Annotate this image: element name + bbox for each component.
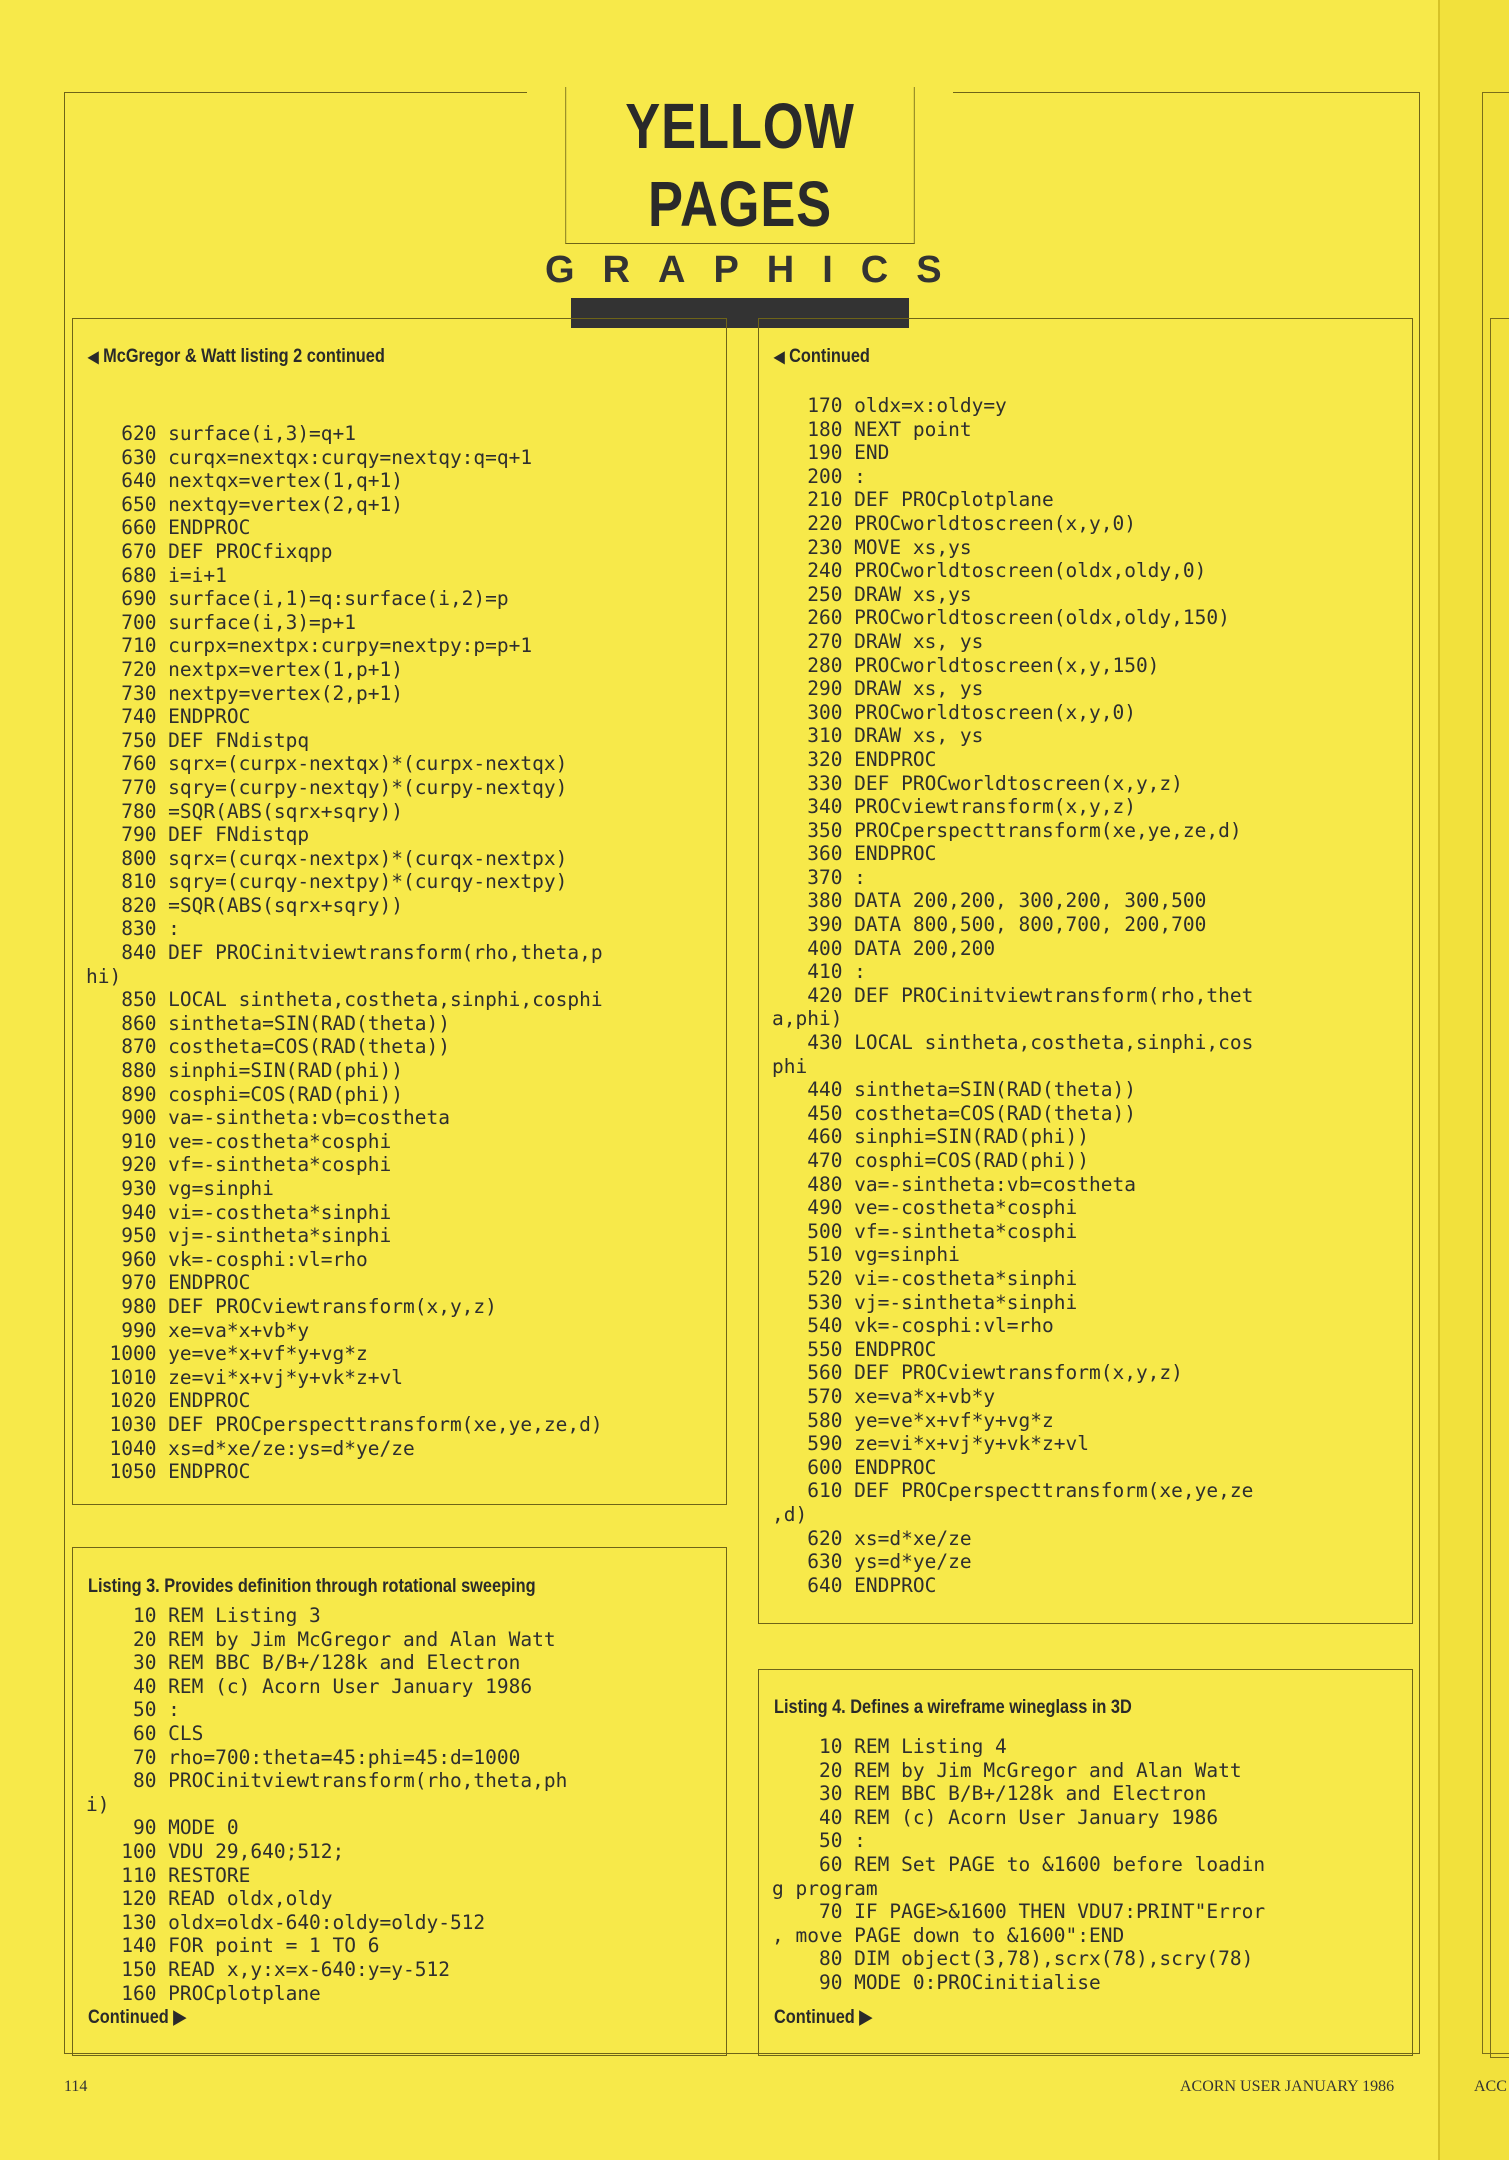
facing-page-box [1490, 318, 1509, 2058]
forward-arrow-icon: ▶ [173, 2007, 186, 2028]
listing-4-continued [774, 2006, 872, 2029]
listing-3-continued [88, 2006, 186, 2029]
masthead [527, 90, 970, 328]
page-number: 114 [64, 2078, 88, 2095]
listing-3-continued-text: Continued [88, 2007, 169, 2028]
running-title: ACORN USER JANUARY 1986 [1180, 2078, 1395, 2095]
listing-3-caption: Listing 3. Provides definition through rotational sweeping [88, 1576, 536, 1597]
listing-3-code: 10 REM Listing 3 20 REM by Jim McGregor and Alan Watt 30 REM BBC B/B+/128k and Electron 40 REM (c) Acorn User January 1986 50 : 60 CLS 70 rho=700:theta=45:phi=45:d=1000 80 PROCinitviewtransform(rho,theta,ph i) 90 MODE 0 100 VDU 29,640;512; 110 RESTORE 120 READ oldx,oldy 130 oldx=oldx-640:oldy=oldy-512 140 FOR point = 1 TO 6 150 READ x,y:x=x-640:y=y-512 160 PROCplotplane [86, 1604, 568, 2005]
listing-2-caption-text: McGregor & Watt listing 2 continued [103, 346, 385, 367]
listing-3-continued-caption [774, 346, 870, 368]
facing-page-edge [1438, 0, 1509, 2160]
back-arrow-icon: ◀ [88, 349, 99, 366]
listing-4-code: 10 REM Listing 4 20 REM by Jim McGregor and Alan Watt 30 REM BBC B/B+/128k and Electron 40 REM (c) Acorn User January 1986 50 : 60 REM Set PAGE to &1600 before loadin g program 70 IF PAGE>&1600 THEN VDU7:PRINT"Error , move PAGE down to &1600":END 80 DIM object(3,78),scrx(78),scry(78) 90 MODE 0:PROCinitialise [772, 1735, 1266, 1994]
masthead-title: YELLOW PAGES [565, 87, 914, 244]
masthead-subtitle: GRAPHICS [545, 249, 970, 291]
back-arrow-icon: ◀ [774, 349, 785, 366]
listing-3-continued-code: 170 oldx=x:oldy=y 180 NEXT point 190 END 200 : 210 DEF PROCplotplane 220 PROCworldtoscreen(x,y,0) 230 MOVE xs,ys 240 PROCworldtoscreen(oldx,oldy,0) 250 DRAW xs,ys 260 PROCworldtoscreen(oldx,oldy,150) 270 DRAW xs, ys 280 PROCworldtoscreen(x,y,150) 290 DRAW xs, ys 300 PROCworldtoscreen(x,y,0) 310 DRAW xs, ys 320 ENDPROC 330 DEF PROCworldtoscreen(x,y,z) 340 PROCviewtransform(x,y,z) 350 PROCperspecttransform(xe,ye,ze,d) 360 ENDPROC 370 : 380 DATA 200,200, 300,200, 300,500 390 DATA 800,500, 800,700, 200,700 400 DATA 200,200 410 : 420 DEF PROCinitviewtransform(rho,thet a,phi) 430 LOCAL sintheta,costheta,sinphi,cos phi 440 sintheta=SIN(RAD(theta)) 450 costheta=COS(RAD(theta)) 460 sinphi=SIN(RAD(phi)) 470 cosphi=COS(RAD(phi)) 480 va=-sintheta:vb=costheta 490 ve=-costheta*cosphi 500 vf=-sintheta*cosphi 510 vg=sinphi 520 vi=-costheta*sinphi 530 vj=-sintheta*sinphi 540 vk=-cosphi:vl=rho 550 ENDPROC 560 DEF PROCviewtransform(x,y,z) 570 xe=va*x+vb*y 580 ye=ve*x+vf*y+vg*z 590 ze=vi*x+vj*y+vk*z+vl 600 ENDPROC 610 DEF PROCperspecttransform(xe,ye,ze ,d) 620 xs=d*xe/ze 630 ys=d*ye/ze 640 ENDPROC [772, 394, 1254, 1597]
facing-page-footer: ACC [1474, 2078, 1507, 2095]
listing-2-code: 620 surface(i,3)=q+1 630 curqx=nextqx:curqy=nextqy:q=q+1 640 nextqx=vertex(1,q+1) 650 nextqy=vertex(2,q+1) 660 ENDPROC 670 DEF PROCfixqpp 680 i=i+1 690 surface(i,1)=q:surface(i,2)=p 700 surface(i,3)=p+1 710 curpx=nextpx:curpy=nextpy:p=p+1 720 nextpx=vertex(1,p+1) 730 nextpy=vertex(2,p+1) 740 ENDPROC 750 DEF FNdistpq 760 sqrx=(curpx-nextqx)*(curpx-nextqx) 770 sqry=(curpy-nextqy)*(curpy-nextqy) 780 =SQR(ABS(sqrx+sqry)) 790 DEF FNdistqp 800 sqrx=(curqx-nextpx)*(curqx-nextpx) 810 sqry=(curqy-nextpy)*(curqy-nextpy) 820 =SQR(ABS(sqrx+sqry)) 830 : 840 DEF PROCinitviewtransform(rho,theta,p hi) 850 LOCAL sintheta,costheta,sinphi,cosphi 860 sintheta=SIN(RAD(theta)) 870 costheta=COS(RAD(theta)) 880 sinphi=SIN(RAD(phi)) 890 cosphi=COS(RAD(phi)) 900 va=-sintheta:vb=costheta 910 ve=-costheta*cosphi 920 vf=-sintheta*cosphi 930 vg=sinphi 940 vi=-costheta*sinphi 950 vj=-sintheta*sinphi 960 vk=-cosphi:vl=rho 970 ENDPROC 980 DEF PROCviewtransform(x,y,z) 990 xe=va*x+vb*y 1000 ye=ve*x+vf*y+vg*z 1010 ze=vi*x+vj*y+vk*z+vl 1020 ENDPROC 1030 DEF PROCperspecttransform(xe,ye,ze,d) 1040 xs=d*xe/ze:ys=d*ye/ze 1050 ENDPROC [86, 422, 603, 1484]
listing-3-continued-caption-text: Continued [789, 346, 870, 367]
listing-4-continued-text: Continued [774, 2007, 855, 2028]
listing-4-caption: Listing 4. Defines a wireframe wineglass in 3D [774, 1697, 1132, 1718]
listing-2-caption [88, 346, 385, 368]
forward-arrow-icon: ▶ [859, 2007, 872, 2028]
